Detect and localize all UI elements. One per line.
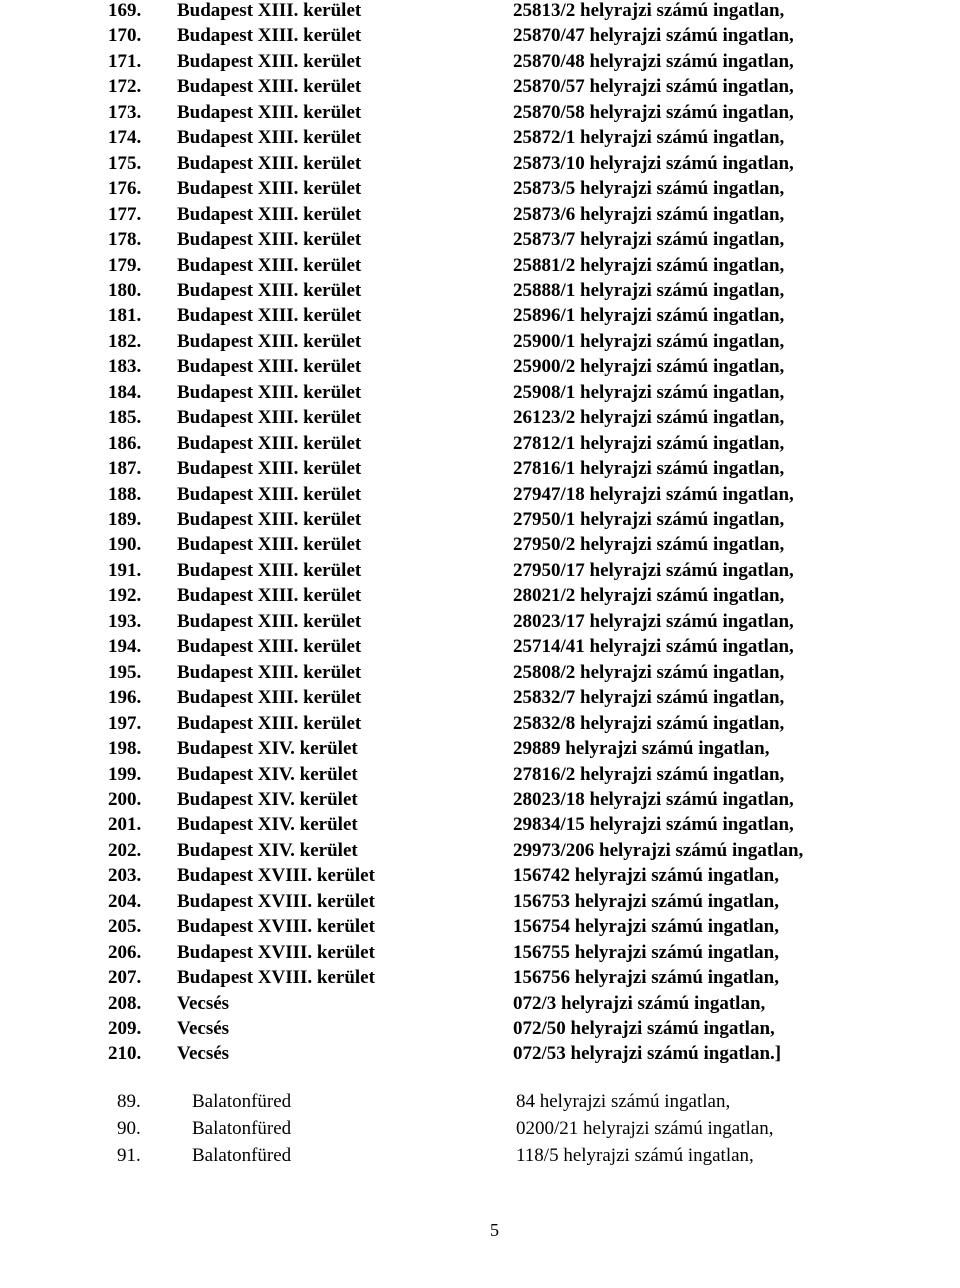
list-item [0, 1018, 960, 1043]
item-number: 202. [108, 839, 142, 861]
item-location: Budapest XIV. kerület [177, 839, 358, 861]
list-item [0, 916, 960, 941]
item-location: Balatonfüred [192, 1145, 292, 1166]
item-number: 89. [117, 1091, 141, 1112]
item-location: Budapest XIV. kerület [177, 738, 358, 760]
item-number: 204. [108, 890, 142, 912]
list-item [0, 102, 960, 127]
list-item [0, 1091, 960, 1116]
item-location: Budapest XIII. kerület [177, 330, 362, 352]
item-number: 187. [108, 458, 142, 480]
list-item [0, 305, 960, 330]
list-item [0, 687, 960, 712]
item-description: 25873/7 helyrajzi számú ingatlan, [513, 229, 785, 251]
item-description: 25714/41 helyrajzi számú ingatlan, [513, 636, 794, 658]
item-description: 25870/58 helyrajzi számú ingatlan, [513, 101, 794, 123]
list-item [0, 942, 960, 967]
item-description: 25873/6 helyrajzi számú ingatlan, [513, 203, 785, 225]
item-description: 27947/18 helyrajzi számú ingatlan, [513, 483, 794, 505]
list-item [0, 331, 960, 356]
list-item [0, 1043, 960, 1068]
item-description: 156756 helyrajzi számú ingatlan, [513, 967, 779, 989]
item-number: 199. [108, 763, 142, 785]
item-description: 28023/18 helyrajzi számú ingatlan, [513, 788, 794, 810]
item-number: 178. [108, 229, 142, 251]
list-item [0, 662, 960, 687]
item-number: 196. [108, 687, 142, 709]
item-location: Budapest XIII. kerület [177, 305, 362, 327]
item-number: 193. [108, 610, 142, 632]
item-description: 28021/2 helyrajzi számú ingatlan, [513, 585, 785, 607]
item-description: 156755 helyrajzi számú ingatlan, [513, 941, 779, 963]
item-description: 27812/1 helyrajzi számú ingatlan, [513, 432, 785, 454]
list-item [0, 76, 960, 101]
item-description: 072/53 helyrajzi számú ingatlan.] [513, 1043, 782, 1065]
list-item [0, 713, 960, 738]
item-location: Balatonfüred [192, 1118, 292, 1139]
item-description: 25870/47 helyrajzi számú ingatlan, [513, 25, 794, 47]
item-description: 29973/206 helyrajzi számú ingatlan, [513, 839, 804, 861]
item-description: 25900/2 helyrajzi számú ingatlan, [513, 356, 785, 378]
item-number: 198. [108, 738, 142, 760]
item-description: 25870/57 helyrajzi számú ingatlan, [513, 76, 794, 98]
item-description: 25896/1 helyrajzi számú ingatlan, [513, 305, 785, 327]
item-location: Budapest XIII. kerület [177, 101, 362, 123]
list-item [0, 433, 960, 458]
list-item [0, 0, 960, 25]
item-number: 91. [117, 1145, 141, 1166]
item-location: Budapest XIII. kerület [177, 712, 362, 734]
item-number: 175. [108, 152, 142, 174]
item-description: 156754 helyrajzi számú ingatlan, [513, 916, 779, 938]
item-description: 25881/2 helyrajzi számú ingatlan, [513, 254, 785, 276]
list-item [0, 25, 960, 50]
item-number: 180. [108, 279, 142, 301]
item-description: 27816/1 helyrajzi számú ingatlan, [513, 458, 785, 480]
item-location: Budapest XIII. kerület [177, 254, 362, 276]
item-number: 200. [108, 788, 142, 810]
item-number: 179. [108, 254, 142, 276]
list-item [0, 814, 960, 839]
item-number: 209. [108, 1018, 142, 1039]
item-location: Budapest XIII. kerület [177, 407, 362, 429]
item-location: Budapest XIII. kerület [177, 585, 362, 607]
item-number: 185. [108, 407, 142, 429]
item-number: 206. [108, 941, 142, 963]
item-description: 27950/17 helyrajzi számú ingatlan, [513, 559, 794, 581]
list-item [0, 764, 960, 789]
item-description: 27816/2 helyrajzi számú ingatlan, [513, 763, 785, 785]
item-number: 189. [108, 509, 142, 530]
item-number: 192. [108, 585, 142, 607]
item-number: 174. [108, 127, 142, 149]
item-location: Budapest XIII. kerület [177, 50, 362, 72]
item-location: Balatonfüred [192, 1091, 292, 1112]
item-number: 181. [108, 305, 142, 327]
list-item [0, 891, 960, 916]
item-description: 84 helyrajzi számú ingatlan, [516, 1091, 731, 1112]
list-item [0, 534, 960, 559]
item-number: 205. [108, 916, 142, 938]
item-number: 190. [108, 534, 142, 556]
list-item [0, 356, 960, 381]
list-item [0, 229, 960, 254]
item-location: Budapest XIII. kerület [177, 229, 362, 251]
item-number: 186. [108, 432, 142, 454]
list-item [0, 407, 960, 432]
item-location: Budapest XIII. kerület [177, 509, 362, 530]
list-item [0, 382, 960, 407]
list-item [0, 178, 960, 203]
item-number: 182. [108, 330, 142, 352]
item-location: Budapest XIII. kerület [177, 559, 362, 581]
item-location: Budapest XIII. kerület [177, 76, 362, 98]
item-number: 195. [108, 661, 142, 683]
list-item [0, 484, 960, 509]
list-item [0, 738, 960, 763]
item-location: Budapest XIII. kerület [177, 279, 362, 301]
item-description: 25870/48 helyrajzi számú ingatlan, [513, 50, 794, 72]
item-description: 25873/5 helyrajzi számú ingatlan, [513, 178, 785, 200]
item-description: 25872/1 helyrajzi számú ingatlan, [513, 127, 785, 149]
item-number: 194. [108, 636, 142, 658]
list-item [0, 636, 960, 661]
item-description: 25832/8 helyrajzi számú ingatlan, [513, 712, 785, 734]
item-description: 25873/10 helyrajzi számú ingatlan, [513, 152, 794, 174]
item-location: Budapest XVIII. kerület [177, 916, 375, 938]
item-description: 27950/1 helyrajzi számú ingatlan, [513, 509, 785, 530]
list-item [0, 153, 960, 178]
item-number: 210. [108, 1043, 142, 1065]
item-location: Budapest XIII. kerület [177, 381, 362, 403]
item-description: 29834/15 helyrajzi számú ingatlan, [513, 814, 794, 836]
item-description: 072/50 helyrajzi számú ingatlan, [513, 1018, 775, 1039]
list-item [0, 204, 960, 229]
list-item [0, 509, 960, 534]
item-number: 191. [108, 559, 142, 581]
item-location: Budapest XVIII. kerület [177, 941, 375, 963]
item-location: Vecsés [177, 1018, 230, 1039]
item-location: Budapest XIII. kerület [177, 661, 362, 683]
item-description: 27950/2 helyrajzi számú ingatlan, [513, 534, 785, 556]
item-description: 118/5 helyrajzi számú ingatlan, [516, 1145, 754, 1166]
item-number: 170. [108, 25, 142, 47]
item-location: Budapest XIII. kerület [177, 25, 362, 47]
item-description: 156742 helyrajzi számú ingatlan, [513, 865, 779, 887]
item-location: Budapest XVIII. kerület [177, 890, 375, 912]
item-description: 25900/1 helyrajzi számú ingatlan, [513, 330, 785, 352]
item-location: Budapest XVIII. kerület [177, 967, 375, 989]
item-description: 26123/2 helyrajzi számú ingatlan, [513, 407, 785, 429]
list-item [0, 255, 960, 280]
list-item [0, 789, 960, 814]
item-number: 173. [108, 101, 142, 123]
item-location: Budapest XIII. kerület [177, 432, 362, 454]
item-number: 183. [108, 356, 142, 378]
item-number: 172. [108, 76, 142, 98]
list-item [0, 585, 960, 610]
item-location: Budapest XIII. kerület [177, 127, 362, 149]
item-location: Vecsés [177, 1043, 230, 1065]
item-number: 169. [108, 0, 142, 21]
item-description: 25832/7 helyrajzi számú ingatlan, [513, 687, 785, 709]
item-description: 25888/1 helyrajzi számú ingatlan, [513, 279, 785, 301]
item-number: 184. [108, 381, 142, 403]
item-number: 188. [108, 483, 142, 505]
list-item [0, 1118, 960, 1143]
item-location: Vecsés [177, 992, 230, 1014]
list-item [0, 967, 960, 992]
item-description: 25813/2 helyrajzi számú ingatlan, [513, 0, 785, 21]
item-location: Budapest XIII. kerület [177, 534, 362, 556]
list-item [0, 127, 960, 152]
item-location: Budapest XIII. kerület [177, 458, 362, 480]
list-item [0, 51, 960, 76]
item-number: 207. [108, 967, 142, 989]
item-location: Budapest XIII. kerület [177, 483, 362, 505]
item-number: 197. [108, 712, 142, 734]
list-item [0, 993, 960, 1018]
item-location: Budapest XIII. kerület [177, 203, 362, 225]
item-description: 25908/1 helyrajzi számú ingatlan, [513, 381, 785, 403]
item-number: 177. [108, 203, 142, 225]
item-description: 28023/17 helyrajzi számú ingatlan, [513, 610, 794, 632]
item-location: Budapest XIII. kerület [177, 0, 362, 21]
item-location: Budapest XIV. kerület [177, 763, 358, 785]
list-item [0, 611, 960, 636]
page-number: 5 [490, 1220, 499, 1240]
item-number: 176. [108, 178, 142, 200]
list-item [0, 280, 960, 305]
item-location: Budapest XIV. kerület [177, 814, 358, 836]
item-location: Budapest XIII. kerület [177, 152, 362, 174]
item-description: 156753 helyrajzi számú ingatlan, [513, 890, 779, 912]
list-item [0, 865, 960, 890]
item-description: 072/3 helyrajzi számú ingatlan, [513, 992, 766, 1014]
item-location: Budapest XIV. kerület [177, 788, 358, 810]
list-item [0, 560, 960, 585]
item-location: Budapest XIII. kerület [177, 178, 362, 200]
item-description: 0200/21 helyrajzi számú ingatlan, [516, 1118, 774, 1139]
item-number: 171. [108, 50, 142, 72]
item-location: Budapest XVIII. kerület [177, 865, 375, 887]
item-location: Budapest XIII. kerület [177, 610, 362, 632]
item-number: 201. [108, 814, 142, 836]
list-item [0, 1145, 960, 1170]
item-location: Budapest XIII. kerület [177, 636, 362, 658]
item-description: 25808/2 helyrajzi számú ingatlan, [513, 661, 785, 683]
list-item [0, 458, 960, 483]
item-location: Budapest XIII. kerület [177, 687, 362, 709]
item-number: 90. [117, 1118, 141, 1139]
item-number: 208. [108, 992, 142, 1014]
item-location: Budapest XIII. kerület [177, 356, 362, 378]
item-description: 29889 helyrajzi számú ingatlan, [513, 738, 770, 760]
item-number: 203. [108, 865, 142, 887]
list-item [0, 840, 960, 865]
